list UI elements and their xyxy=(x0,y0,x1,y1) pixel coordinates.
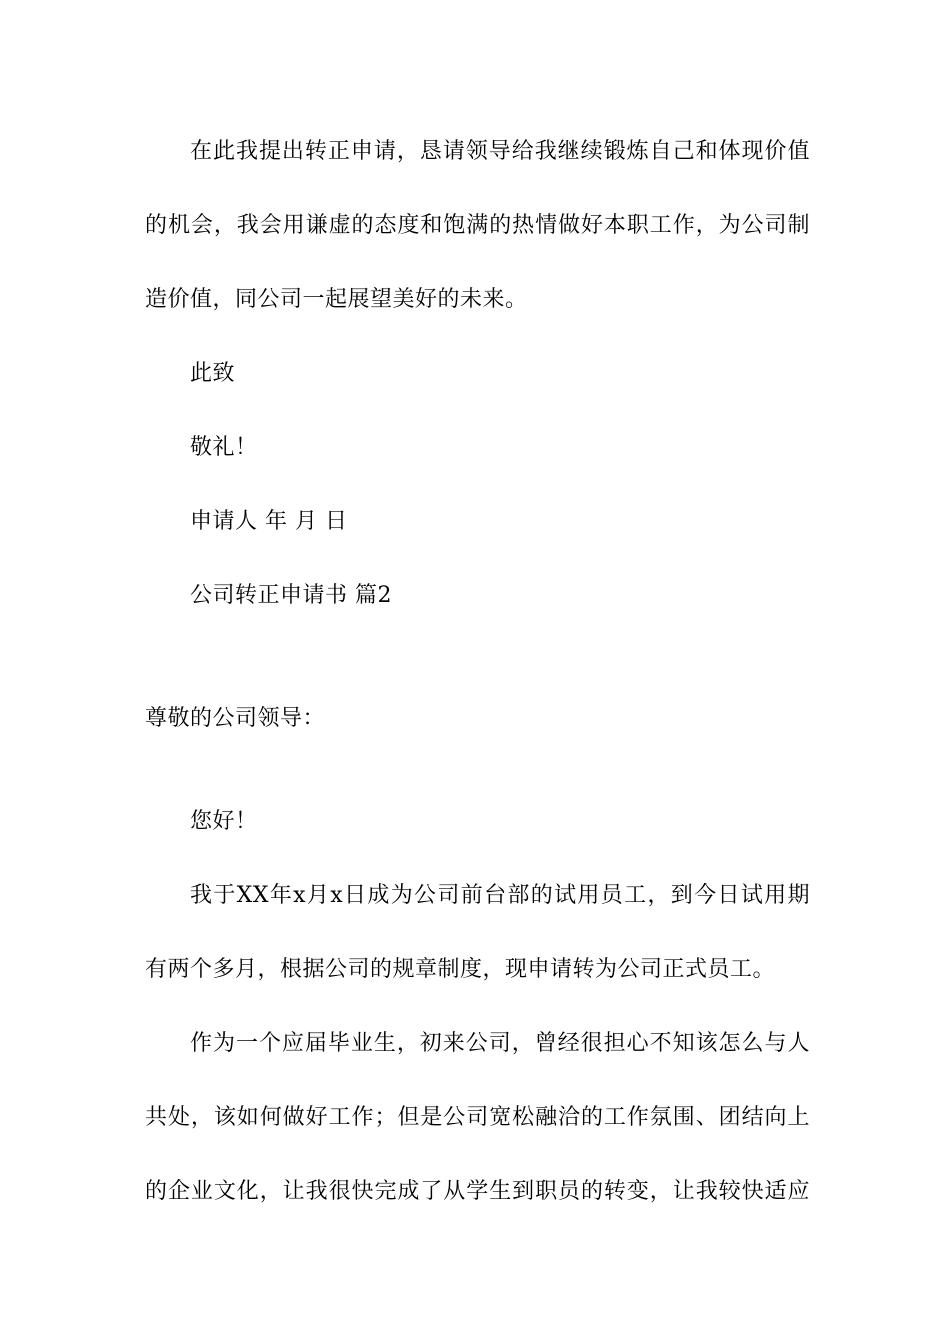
signature-line: 申请人 年 月 日 xyxy=(190,509,348,534)
paragraph-line: 有两个多月，根据公司的规章制度，现申请转为公司正式员工。 xyxy=(145,957,776,982)
paragraph-line: 造价值，同公司一起展望美好的未来。 xyxy=(145,287,528,312)
closing-salutation: 此致 xyxy=(190,361,236,386)
section-title: 公司转正申请书 篇2 xyxy=(190,583,392,608)
paragraph-line: 共处，该如何做好工作；但是公司宽松融洽的工作氛围、团结向上 xyxy=(145,1105,810,1130)
paragraph-line: 的企业文化，让我很快完成了从学生到职员的转变，让我较快适应 xyxy=(145,1179,810,1204)
greeting-recipient: 尊敬的公司领导： xyxy=(145,706,326,731)
paragraph-line: 我于XX年x月x日成为公司前台部的试用员工，到今日试用期 xyxy=(190,883,810,908)
greeting-line: 您好！ xyxy=(190,809,258,834)
paragraph-line: 的机会，我会用谦虚的态度和饱满的热情做好本职工作，为公司制 xyxy=(145,213,810,238)
closing-regards: 敬礼！ xyxy=(190,435,258,460)
paragraph-line: 作为一个应届毕业生，初来公司，曾经很担心不知该怎么与人 xyxy=(190,1031,810,1056)
paragraph-line: 在此我提出转正申请，恳请领导给我继续锻炼自己和体现价值 xyxy=(190,139,810,164)
